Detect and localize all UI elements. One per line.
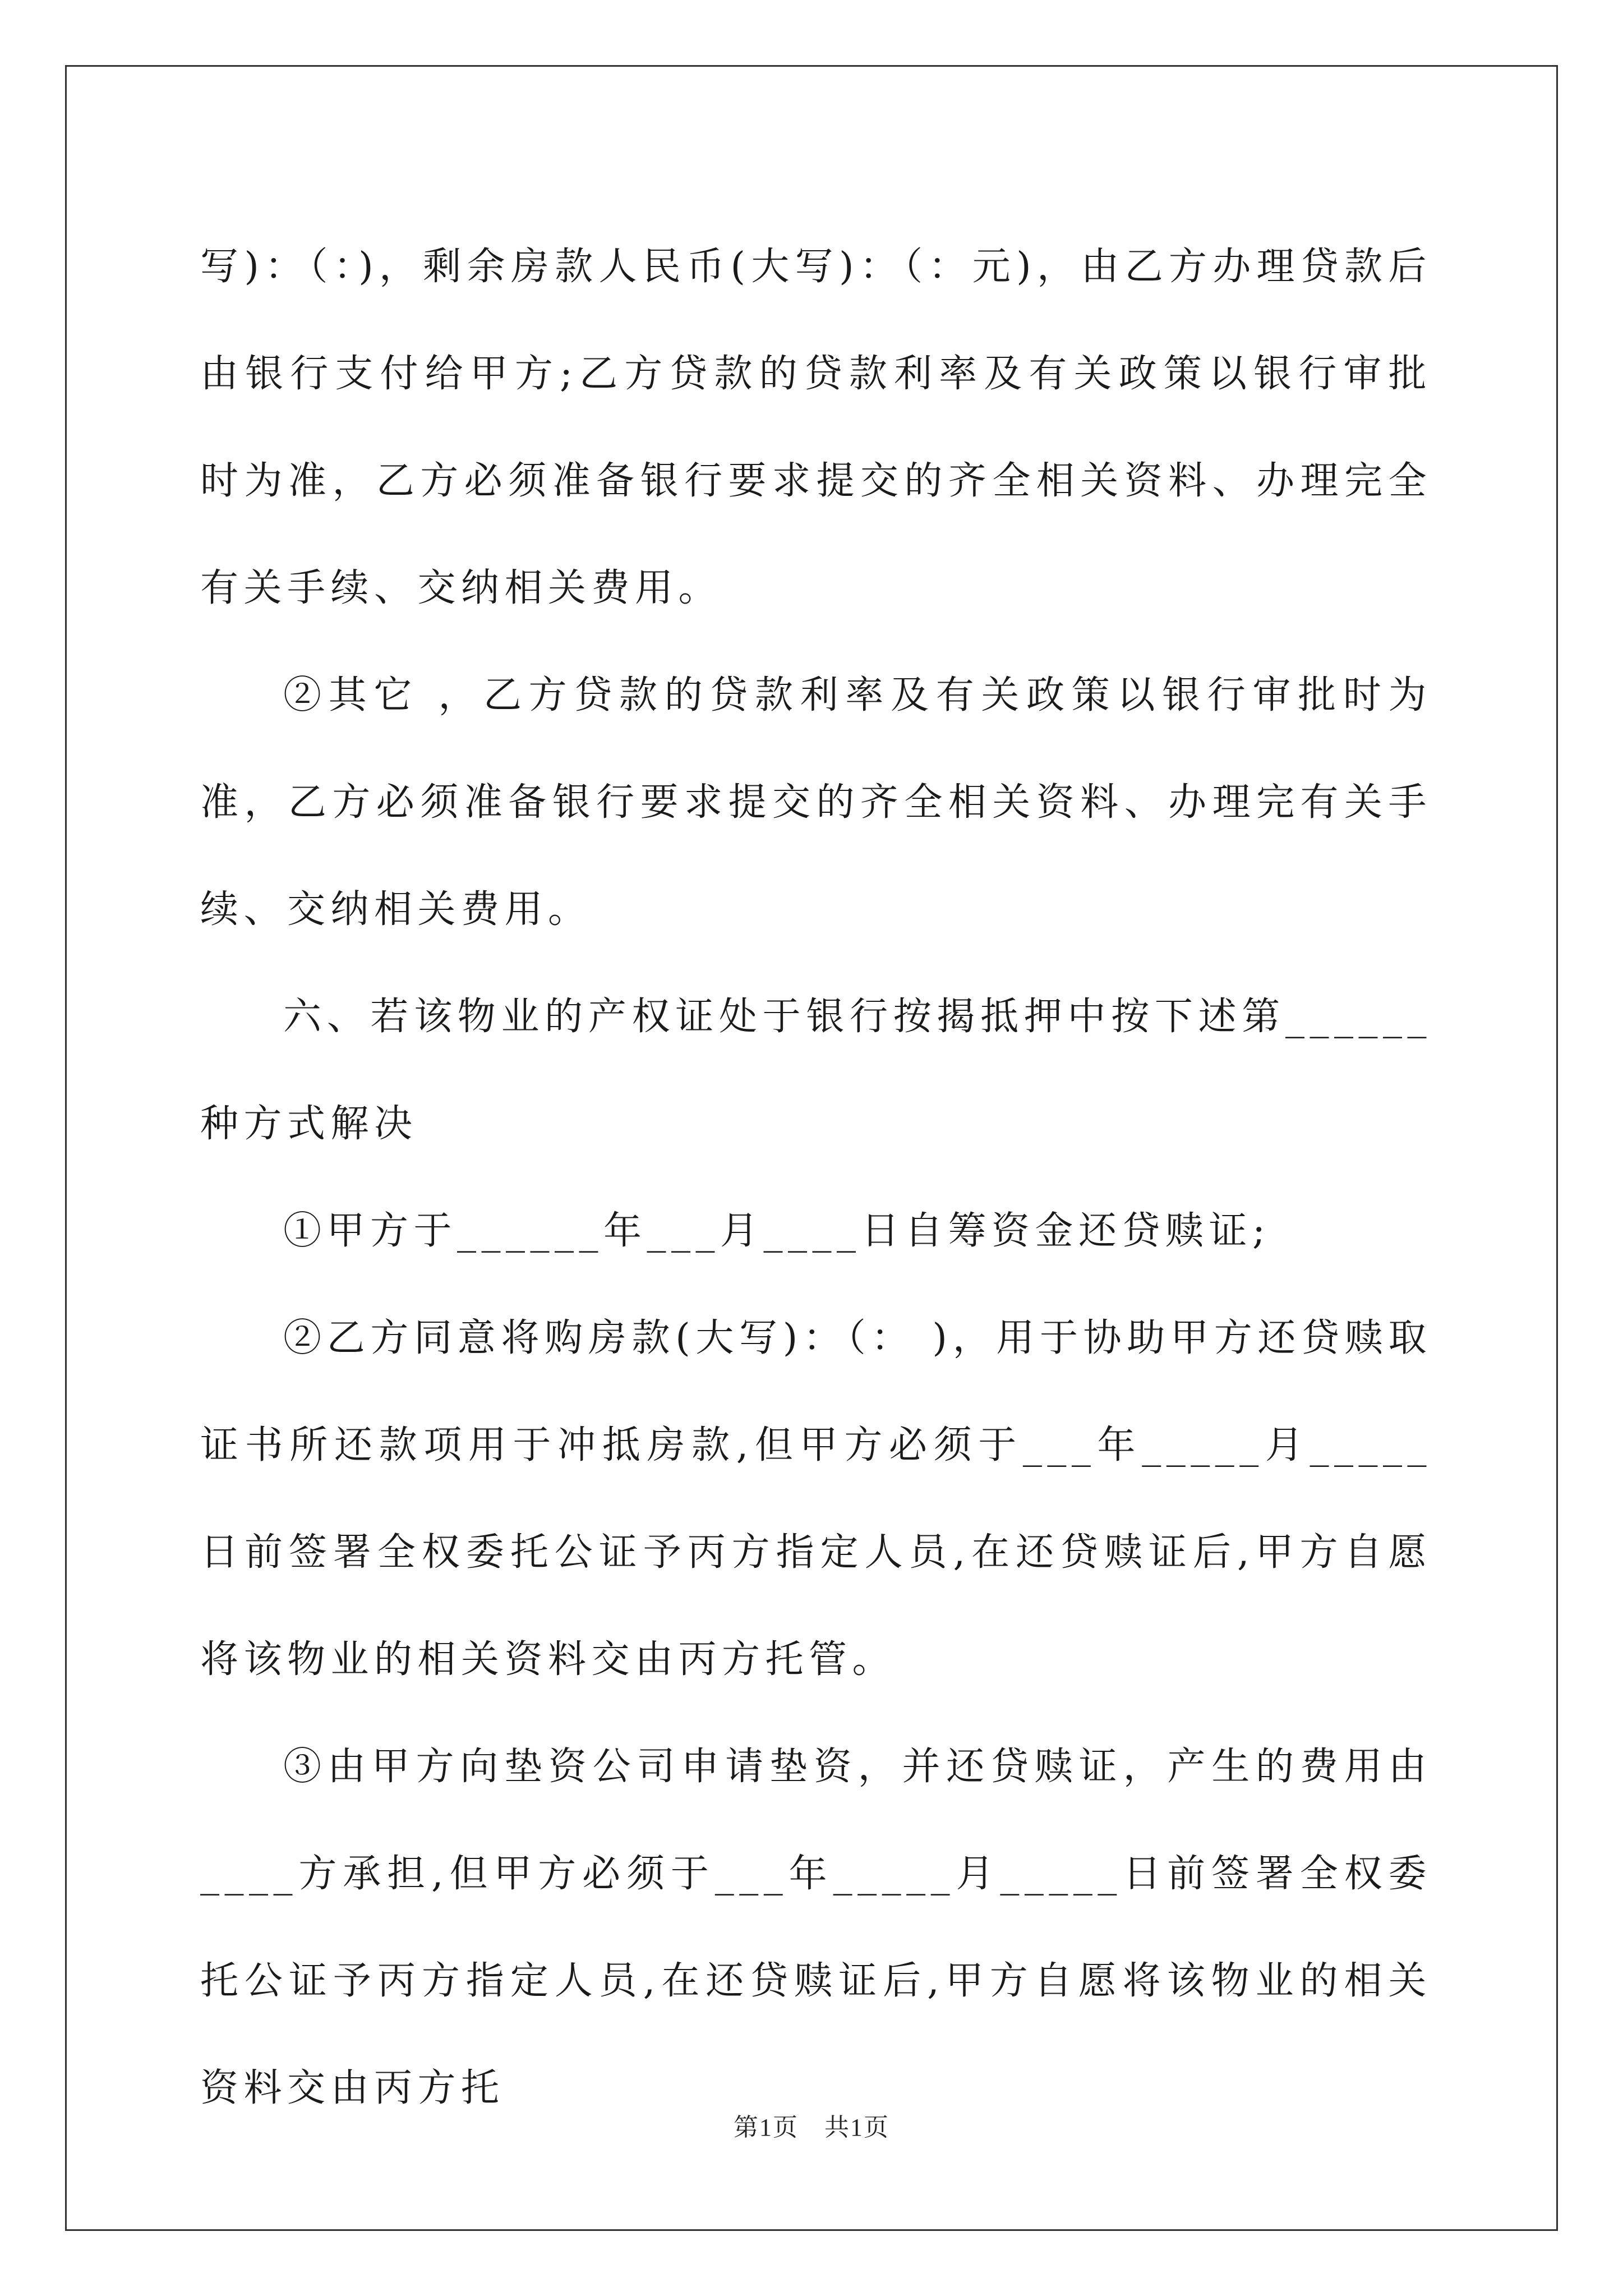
paragraph-3: 六、若该物业的产权证处于银行按揭抵押中按下述第______种方式解决 — [200, 995, 1432, 1146]
paragraph-6: ③由甲方向垫资公司申请垫资，并还贷赎证，产生的费用由____方承担,但甲方必须于___年_____月_____日前签署全权委托公证予丙方指定人员,在还贷赎证后,甲方自愿将该物业的相关资料交由丙方托 — [200, 1745, 1432, 2110]
paragraph-1: 写)：（：)，剩余房款人民币(大写)：（：元)，由乙方办理贷款后由银行支付给甲方;乙方贷款的贷款利率及有关政策以银行审批时为准，乙方必须准备银行要求提交的齐全相关资料、办理完全有关手续、交纳相关费用。 — [200, 245, 1432, 610]
paragraph-5: ②乙方同意将购房款(大写)：（： )，用于协助甲方还贷赎取证书所还款项用于冲抵房款,但甲方必须于___年_____月_____日前签署全权委托公证予丙方指定人员,在还贷赎证后,甲方自愿将该物业的相关资料交由丙方托管。 — [200, 1316, 1432, 1682]
page-footer: 第1页 共1页 — [734, 2114, 889, 2141]
paragraph-2: ②其它 ，乙方贷款的贷款利率及有关政策以银行审批时为准，乙方必须准备银行要求提交的齐全相关资料、办理完有关手续、交纳相关费用。 — [200, 673, 1432, 932]
paragraph-4: ①甲方于______年___月____日自筹资金还贷赎证; — [283, 1209, 1271, 1253]
document-body — [200, 213, 1432, 2142]
